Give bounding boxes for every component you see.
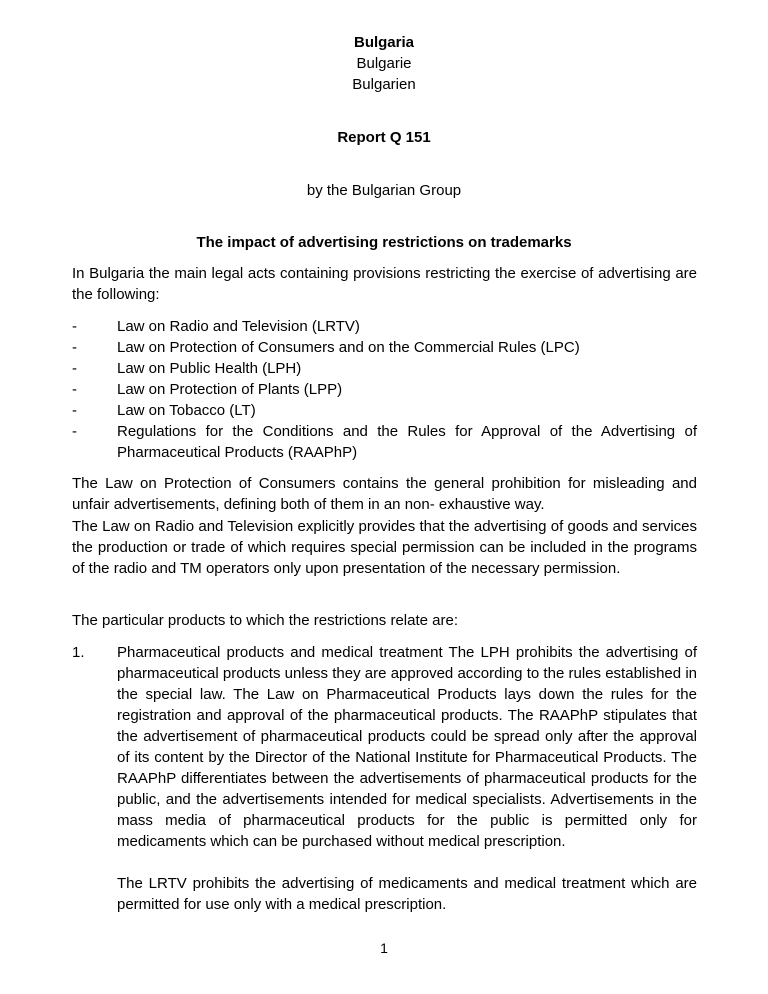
list-item: - Law on Tobacco (LT): [72, 402, 256, 419]
byline: by the Bulgarian Group: [306, 182, 462, 199]
list-item: - Law on Protection of Consumers and on the Commercial Rules (LPC): [72, 339, 580, 356]
country-heading: Bulgaria: [353, 34, 414, 51]
numbered-item-1: [72, 642, 697, 915]
page-number: 1: [380, 940, 388, 956]
document-title: The impact of advertising restrictions on trademarks: [196, 234, 572, 251]
list-item: - Law on Protection of Plants (LPP): [72, 381, 343, 398]
paragraph-lpc: The Law on Protection of Consumers contains the general prohibition for misleading and unfair advertisements, defining both of them in an non- exhaustive way.: [72, 475, 697, 513]
item-text-continued: The LRTV prohibits the advertising of medicaments and medical treatment which are permitted for use only with a medical prescription.: [117, 875, 697, 913]
legal-acts-list: [72, 316, 697, 463]
paragraph-products: The particular products to which the restrictions relate are:: [72, 612, 459, 629]
list-item: - Law on Public Health (LPH): [72, 360, 302, 377]
item-text: Pharmaceutical products and medical treatment The LPH prohibits the advertising of pharmaceutical products unless they are approved according to the rules established in the special law. The Law on Pharmaceutical Products lays down the rules for the registration and approval of the pharmaceutical products. The RAAPhP stipulates that the advertisement of pharmaceutical products could be spread only after the approval of its content by the Director of the National Institute for Pharmaceutical Products. The RAAPhP differentiates between the advertisements of pharmaceutical products for the public, and the advertisements intended for medical specialists. Advertisements in the mass media of pharmaceutical products for the public is permitted only for medicaments which can be purchased without medical prescription.: [117, 644, 697, 850]
list-item: - Regulations for the Conditions and the Rules for Approval of the Advertising of Pharmaceutical Products (RAAPhP): [72, 423, 697, 461]
intro-paragraph: In Bulgaria the main legal acts containing provisions restricting the exercise of advertising are the following:: [72, 265, 697, 303]
report-number: Report Q 151: [337, 129, 431, 146]
list-item: - Law on Radio and Television (LRTV): [72, 318, 360, 335]
country-heading-fr: Bulgarie: [356, 55, 412, 72]
item-number: 1.: [72, 644, 85, 661]
paragraph-lrtv: The Law on Radio and Television explicitly provides that the advertising of goods and services the production or trade of which requires special permission can be included in the programs of the radio and TM operators only upon presentation of the necessary permission.: [72, 518, 697, 577]
country-heading-de: Bulgarien: [352, 76, 416, 93]
